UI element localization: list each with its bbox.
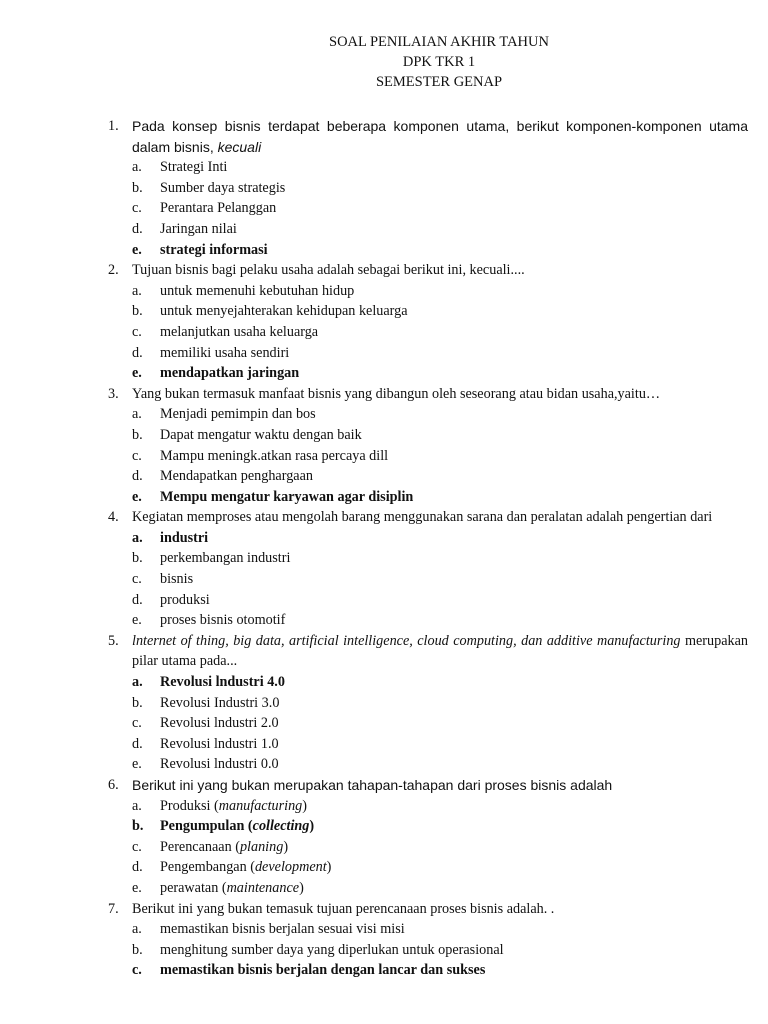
option-text	[160, 528, 208, 549]
question-text-main: Kegiatan memproses atau mengolah barang menggunakan sarana dan peralatan adalah pengertian dari	[132, 509, 713, 526]
option-text-main: Perencanaan (	[160, 838, 240, 855]
option-text-tail: )	[302, 797, 308, 814]
question-text	[132, 384, 748, 405]
answer-option	[108, 569, 748, 590]
option-text-main: Pengembangan (	[160, 859, 255, 876]
option-text-main: menghitung sumber daya yang diperlukan untuk operasional	[160, 941, 504, 958]
option-text	[160, 487, 413, 508]
option-label: c.	[132, 571, 142, 588]
option-label: d.	[132, 735, 143, 752]
option-label: c.	[132, 715, 142, 732]
option-text	[160, 754, 279, 775]
option-text-main: Revolusi lndustri 4.0	[160, 674, 285, 691]
question-text-main: Pada konsep bisnis terdapat beberapa komponen utama, berikut komponen-komponen utama dalam bisnis,	[132, 118, 748, 155]
option-label: e.	[132, 879, 142, 896]
option-label: b.	[132, 303, 143, 320]
option-text	[160, 796, 307, 817]
option-label: e.	[132, 612, 142, 629]
option-text-main: Revolusi Industri 3.0	[160, 694, 280, 711]
answer-option	[108, 713, 748, 734]
option-label: a.	[132, 797, 142, 814]
question-line	[108, 116, 748, 157]
option-text-main: Revolusi lndustri 1.0	[160, 735, 279, 752]
option-text-tail: )	[299, 879, 304, 896]
question-item	[108, 775, 748, 899]
question-item	[108, 260, 748, 384]
option-text	[160, 672, 285, 693]
option-text	[160, 281, 354, 302]
answer-option	[108, 878, 748, 899]
question-text-main: Tujuan bisnis bagi pelaku usaha adalah sebagai berikut ini, kecuali....	[132, 262, 525, 279]
option-text-main: melanjutkan usaha keluarga	[160, 323, 319, 340]
question-number: 6.	[108, 777, 119, 793]
option-label: e.	[132, 241, 142, 258]
question-text-main: Yang bukan termasuk manfaat bisnis yang dibangun oleh seseorang atau bidan usaha,yaitu…	[132, 385, 661, 402]
question-line	[108, 384, 748, 405]
answer-option	[108, 940, 748, 961]
question-number: 1.	[108, 118, 119, 134]
option-text-main: Pengumpulan (	[160, 818, 253, 835]
option-text	[160, 425, 362, 446]
question-line	[108, 899, 748, 920]
option-label: b.	[132, 426, 143, 443]
option-text-main: memiliki usaha sendiri	[160, 344, 290, 361]
option-label: b.	[132, 818, 144, 835]
answer-option	[108, 404, 748, 425]
option-text-italic: collecting	[252, 818, 310, 835]
answer-option	[108, 837, 748, 858]
question-number: 2.	[108, 262, 119, 279]
option-text-main: Jaringan nilai	[160, 220, 237, 237]
question-list	[108, 116, 748, 981]
option-text	[160, 590, 210, 611]
option-label: e.	[132, 365, 142, 382]
option-text	[160, 837, 288, 858]
question-italic-lead: lnternet of thing, big data, artificial intelligence, cloud computing, dan additive manufacturing	[132, 632, 681, 649]
option-text-main: industri	[160, 529, 209, 546]
option-text-main: memastikan bisnis berjalan dengan lancar dan sukses	[160, 962, 486, 979]
option-label: c.	[132, 447, 142, 464]
question-text-main: Berikut ini yang bukan merupakan tahapan-tahapan dari proses bisnis adalah	[132, 777, 613, 793]
option-text-main: proses bisnis otomotif	[160, 612, 286, 629]
option-text	[160, 466, 313, 487]
option-text-main: untuk menyejahterakan kehidupan keluarga	[160, 303, 408, 320]
question-line	[108, 507, 748, 528]
option-text-main: Mempu mengatur karyawan agar disiplin	[160, 488, 414, 505]
option-label: b.	[132, 694, 143, 711]
option-text-main: Produksi (	[160, 797, 219, 814]
option-label: b.	[132, 941, 143, 958]
option-text	[160, 548, 290, 569]
answer-option	[108, 796, 748, 817]
answer-option-correct	[108, 672, 748, 693]
option-label: d.	[132, 859, 143, 876]
option-text	[160, 569, 193, 590]
option-text-main: Dapat mengatur waktu dengan baik	[160, 426, 362, 443]
answer-option	[108, 693, 748, 714]
answer-option	[108, 281, 748, 302]
option-label: d.	[132, 344, 143, 361]
question-text-main: Berikut ini yang bukan temasuk tujuan perencanaan proses bisnis adalah. .	[132, 900, 555, 917]
option-text-italic: planing	[239, 838, 284, 855]
option-text	[160, 363, 299, 384]
option-text	[160, 240, 268, 261]
option-text	[160, 857, 331, 878]
answer-option	[108, 590, 748, 611]
question-number: 5.	[108, 632, 119, 649]
option-text	[160, 713, 279, 734]
option-text-main: perkembangan industri	[160, 550, 291, 567]
question-text	[132, 899, 748, 920]
document-header	[0, 32, 768, 92]
option-text	[160, 919, 405, 940]
option-label: a.	[132, 282, 142, 299]
option-text-main: Revolusi lndustri 2.0	[160, 715, 279, 732]
option-text	[160, 157, 227, 178]
option-label: d.	[132, 468, 143, 485]
header-subject: DPK TKR 1	[402, 54, 476, 70]
question-item	[108, 631, 748, 775]
question-item	[108, 384, 748, 508]
option-label: a.	[132, 159, 142, 176]
option-text-main: Strategi Inti	[160, 159, 228, 176]
question-line	[108, 631, 748, 672]
question-item	[108, 899, 748, 981]
option-text-main: perawatan (	[160, 879, 227, 896]
question-line	[108, 775, 748, 796]
answer-option	[108, 857, 748, 878]
answer-option-correct	[108, 363, 748, 384]
option-text	[160, 343, 289, 364]
option-text-main: bisnis	[160, 571, 194, 588]
answer-option	[108, 198, 748, 219]
option-text-main: memastikan bisnis berjalan sesuai visi misi	[160, 921, 405, 938]
question-number: 3.	[108, 385, 119, 402]
question-item	[108, 116, 748, 260]
answer-option	[108, 219, 748, 240]
option-text-main: Revolusi lndustri 0.0	[160, 756, 279, 773]
option-text-tail: )	[309, 818, 315, 835]
question-text	[132, 116, 748, 157]
option-text	[160, 960, 485, 981]
option-label: d.	[132, 591, 143, 608]
answer-option	[108, 754, 748, 775]
option-text-italic: manufacturing	[218, 797, 303, 814]
option-text	[160, 219, 237, 240]
option-label: a.	[132, 674, 143, 691]
option-text-main: mendapatkan jaringan	[160, 365, 300, 382]
answer-option	[108, 446, 748, 467]
question-item	[108, 507, 748, 631]
answer-option	[108, 610, 748, 631]
option-text	[160, 940, 504, 961]
answer-option	[108, 466, 748, 487]
answer-option-correct	[108, 816, 748, 837]
option-text	[160, 446, 388, 467]
option-label: d.	[132, 220, 143, 237]
question-italic-suffix: kecuali	[217, 138, 262, 155]
option-text-main: Menjadi pemimpin dan bos	[160, 406, 316, 423]
answer-option	[108, 301, 748, 322]
answer-option	[108, 157, 748, 178]
option-label: c.	[132, 838, 142, 855]
option-text	[160, 816, 314, 837]
option-text	[160, 178, 285, 199]
option-label: c.	[132, 962, 142, 979]
option-text-main: strategi informasi	[160, 241, 268, 258]
option-label: c.	[132, 323, 142, 340]
question-number: 4.	[108, 509, 119, 526]
option-text	[160, 693, 279, 714]
option-label: e.	[132, 488, 142, 505]
header-title: SOAL PENILAIAN AKHIR TAHUN	[329, 34, 549, 50]
option-text-italic: development	[254, 859, 327, 876]
answer-option	[108, 425, 748, 446]
answer-option	[108, 734, 748, 755]
option-text	[160, 610, 285, 631]
answer-option-correct	[108, 528, 748, 549]
option-text-main: produksi	[160, 591, 210, 608]
answer-option	[108, 548, 748, 569]
option-label: a.	[132, 529, 143, 546]
header-semester: SEMESTER GENAP	[375, 74, 503, 90]
option-text	[160, 301, 408, 322]
option-label: b.	[132, 179, 143, 196]
option-label: a.	[132, 406, 142, 423]
option-text	[160, 322, 318, 343]
option-text	[160, 734, 279, 755]
question-text	[132, 631, 748, 672]
option-text	[160, 404, 316, 425]
option-text-tail: )	[326, 859, 332, 876]
option-text-italic: maintenance	[226, 879, 300, 896]
option-label: c.	[132, 200, 142, 217]
option-text-main: Mendapatkan penghargaan	[160, 468, 313, 485]
answer-option-correct	[108, 487, 748, 508]
option-text-main: untuk memenuhi kebutuhan hidup	[160, 282, 355, 299]
question-text	[132, 260, 748, 281]
answer-option-correct	[108, 960, 748, 981]
answer-option	[108, 343, 748, 364]
option-text-main: Perantara Pelanggan	[160, 200, 277, 217]
question-number: 7.	[108, 900, 119, 917]
option-text	[160, 198, 276, 219]
answer-option	[108, 178, 748, 199]
option-label: e.	[132, 756, 142, 773]
answer-option	[108, 322, 748, 343]
question-line	[108, 260, 748, 281]
question-text	[132, 507, 748, 528]
option-text-main: Sumber daya strategis	[160, 179, 286, 196]
question-text-main: merupakan pilar utama pada...	[132, 632, 748, 670]
option-label: b.	[132, 550, 143, 567]
option-label: a.	[132, 921, 142, 938]
option-text-main: Mampu meningk.atkan rasa percaya dill	[160, 447, 389, 464]
question-text	[132, 775, 748, 796]
option-text	[160, 878, 304, 899]
answer-option	[108, 919, 748, 940]
answer-option-correct	[108, 240, 748, 261]
option-text-tail: )	[283, 838, 289, 855]
